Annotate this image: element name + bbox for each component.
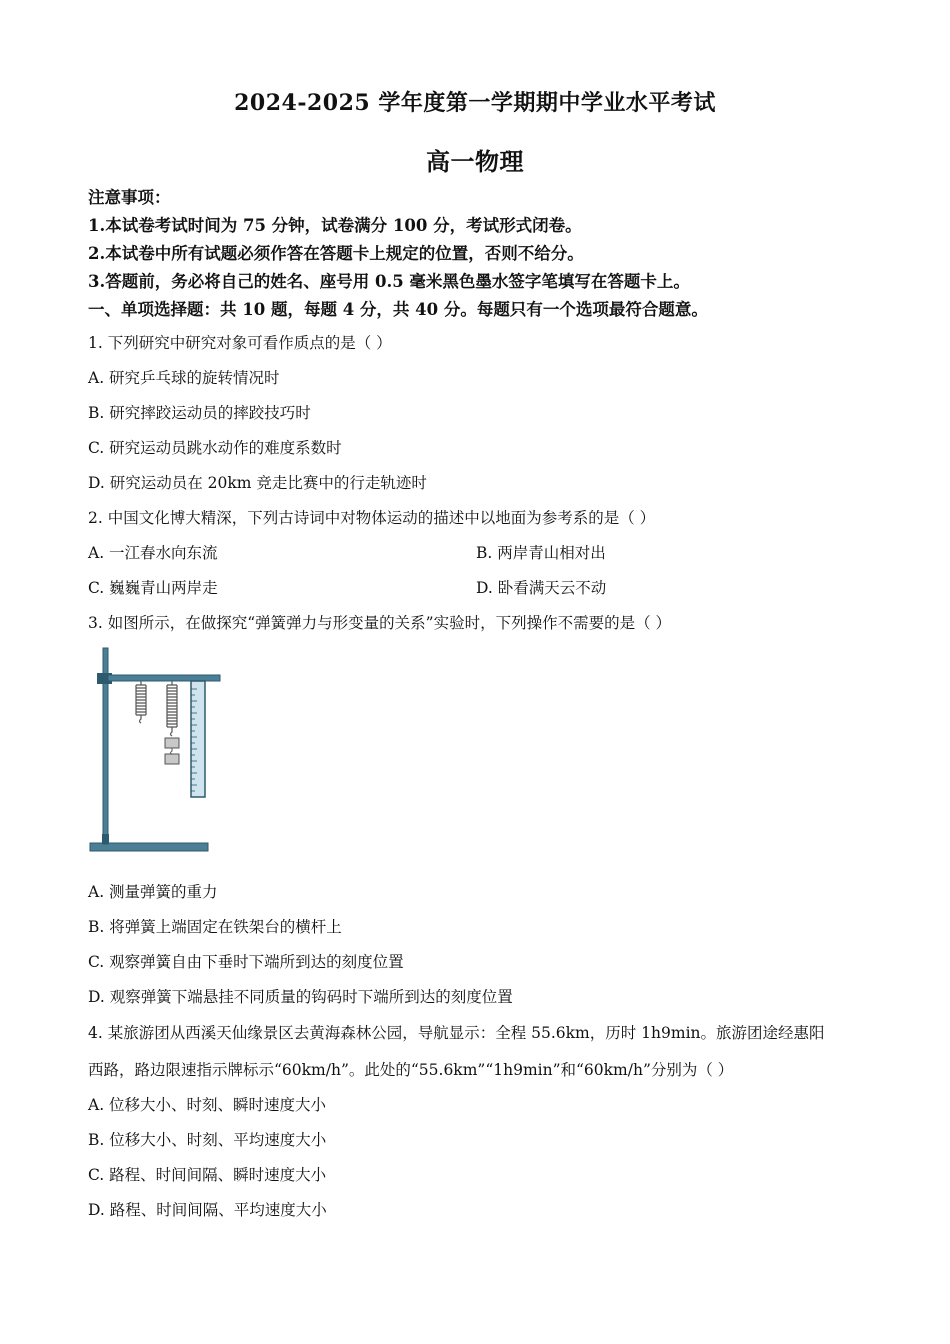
ruler bbox=[191, 681, 205, 797]
hook-weight bbox=[165, 754, 179, 764]
loaded-spring bbox=[167, 681, 177, 736]
cross-bar bbox=[108, 675, 220, 681]
question-option: B. 两岸青山相对出 bbox=[476, 544, 606, 562]
question-option: D. 研究运动员在 20km 竞走比赛中的行走轨迹时 bbox=[88, 474, 427, 492]
exam-title: 2024-2025 学年度第一学期期中学业水平考试 bbox=[234, 90, 716, 116]
question-option: D. 路程、时间间隔、平均速度大小 bbox=[88, 1201, 327, 1219]
question-stem: 1. 下列研究中研究对象可看作质点的是（ ） bbox=[88, 334, 392, 352]
notice-item: 2.本试卷中所有试题必须作答在答题卡上规定的位置，否则不给分。 bbox=[88, 244, 584, 263]
notice-item: 1.本试卷考试时间为 75 分钟，试卷满分 100 分，考试形式闭卷。 bbox=[88, 216, 582, 235]
hook-weight bbox=[165, 738, 179, 748]
question-option: B. 将弹簧上端固定在铁架台的横杆上 bbox=[88, 918, 342, 936]
question-option: C. 路程、时间间隔、瞬时速度大小 bbox=[88, 1166, 327, 1184]
question-stem-continued: 西路，路边限速指示牌标示“60km/h”。此处的“55.6km”“1h9min”和“60km/h”分别为（ ） bbox=[88, 1061, 734, 1079]
iron-stand-diagram bbox=[84, 644, 224, 856]
question-option: C. 巍巍青山两岸走 bbox=[88, 579, 218, 597]
question-option: D. 观察弹簧下端悬挂不同质量的钩码时下端所到达的刻度位置 bbox=[88, 988, 513, 1006]
question-option: A. 一江春水向东流 bbox=[88, 544, 218, 562]
rod-foot bbox=[102, 834, 109, 844]
question-option: C. 观察弹簧自由下垂时下端所到达的刻度位置 bbox=[88, 953, 404, 971]
section-heading: 一、单项选择题：共 10 题，每题 4 分，共 40 分。每题只有一个选项最符合题意。 bbox=[88, 300, 708, 319]
notice-heading: 注意事项： bbox=[88, 188, 171, 207]
question-option: C. 研究运动员跳水动作的难度系数时 bbox=[88, 439, 342, 457]
question-stem: 2. 中国文化博大精深，下列古诗词中对物体运动的描述中以地面为参考系的是（ ） bbox=[88, 509, 656, 527]
question-stem: 4. 某旅游团从西溪天仙缘景区去黄海森林公园，导航显示：全程 55.6km，历时 1h9min。旅游团途经惠阳 bbox=[88, 1024, 825, 1042]
question-option: B. 研究摔跤运动员的摔跤技巧时 bbox=[88, 404, 311, 422]
notice-item: 3.答题前，务必将自己的姓名、座号用 0.5 毫米黑色墨水签字笔填写在答题卡上。 bbox=[88, 272, 690, 291]
subject-title: 高一物理 bbox=[426, 147, 524, 176]
question-option: A. 研究乒乓球的旋转情况时 bbox=[88, 369, 280, 387]
free-spring bbox=[136, 681, 146, 723]
question-option: A. 位移大小、时刻、瞬时速度大小 bbox=[88, 1096, 327, 1114]
spring-apparatus-figure bbox=[84, 644, 224, 860]
question-option: D. 卧看满天云不动 bbox=[476, 579, 607, 597]
question-option: A. 测量弹簧的重力 bbox=[88, 883, 218, 901]
question-stem: 3. 如图所示，在做探究“弹簧弹力与形变量的关系”实验时，下列操作不需要的是（ ） bbox=[88, 614, 671, 632]
question-option: B. 位移大小、时刻、平均速度大小 bbox=[88, 1131, 327, 1149]
